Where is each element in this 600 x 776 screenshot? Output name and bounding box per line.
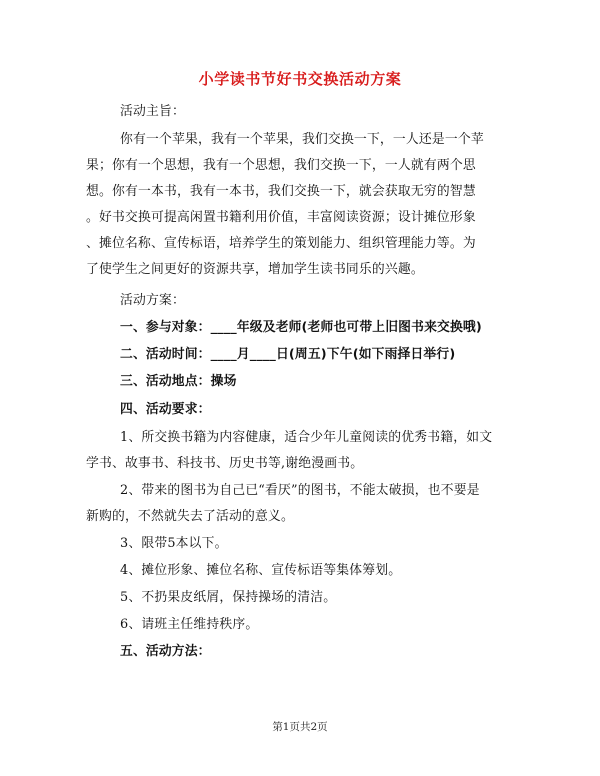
purpose-line-5: 、摊位名称、宣传标语，培养学生的策划能力、组织管理能力等。为 — [86, 236, 476, 251]
purpose-line-2: 果；你有一个思想，我有一个思想，我们交换一下，一人就有两个思 — [86, 158, 476, 173]
purpose-line-3: 想。你有一本书，我有一本书，我们交换一下，就会获取无穷的智慧 — [86, 184, 476, 199]
requirement-line-3: 2、带来的图书为自己已“看厌”的图书，不能太破损，也不要是 — [120, 483, 480, 498]
requirement-line-2: 学书、故事书、科技书、历史书等,谢绝漫画书。 — [86, 456, 364, 471]
requirement-line-8: 6、请班主任维持秩序。 — [120, 617, 259, 632]
participants-item: 一、参与对象：____年级及老师(老师也可带上旧图书来交换哦) — [120, 320, 482, 335]
requirement-line-6: 4、摊位形象、摊位名称、宣传标语等集体筹划。 — [120, 563, 402, 578]
purpose-heading: 活动主旨： — [120, 104, 185, 119]
requirement-line-1: 1、所交换书籍为内容健康，适合少年儿童阅读的优秀书籍，如文 — [120, 430, 493, 445]
method-heading: 五、活动方法： — [120, 644, 211, 659]
requirement-line-4: 新购的，不然就失去了活动的意义。 — [86, 509, 294, 524]
purpose-line-4: 。好书交换可提高闲置书籍利用价值，丰富阅读资源；设计摊位形象 — [86, 210, 476, 225]
location-item: 三、活动地点：操场 — [120, 374, 237, 389]
purpose-line-1: 你有一个苹果，我有一个苹果，我们交换一下，一人还是一个苹 — [120, 132, 484, 147]
document-title: 小学读书节好书交换活动方案 — [198, 70, 402, 88]
purpose-line-6: 了使学生之间更好的资源共享，增加学生读书同乐的兴趣。 — [86, 262, 424, 277]
page-number: 第1页共2页 — [272, 721, 328, 733]
requirements-heading: 四、活动要求： — [120, 402, 211, 417]
plan-heading: 活动方案： — [120, 293, 185, 308]
time-item: 二、活动时间：____月____日(周五)下午(如下雨择日举行) — [120, 347, 456, 362]
requirement-line-5: 3、限带5本以下。 — [120, 536, 228, 551]
requirement-line-7: 5、不扔果皮纸屑，保持操场的清洁。 — [120, 590, 337, 605]
